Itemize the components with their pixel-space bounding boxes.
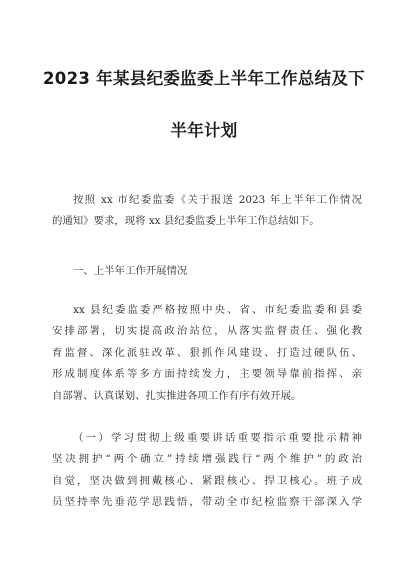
text-line: 按照 xx 市纪委监委《关于报送 2023 年上半年工作情况	[73, 194, 362, 206]
text-line: 坚决拥护“两个确立”持续增强践行“两个维护”的政治	[52, 453, 362, 466]
text-line: 自部署、认真谋划、扎实推进各项工作有序有效开展。	[52, 389, 302, 402]
intro-paragraph	[52, 190, 362, 233]
text-line: （一）学习贯彻上级重要讲话重要指示重要批示精神	[73, 432, 362, 444]
document-title-line-1: 2023 年某县纪委监委上半年工作总结及下	[43, 69, 365, 88]
text-line: 安排部署，切实提高政治站位，从落实监督责任、强化教	[52, 325, 362, 338]
section-heading	[52, 261, 362, 282]
body-paragraph-1	[52, 300, 362, 407]
text-line: 形成制度体系等多方面持续发力，主要领导靠前指挥、亲	[52, 368, 362, 381]
text-line: xx 县纪委监委严格按照中央、省、市纪委监委和县委	[73, 304, 362, 316]
text-line: 自觉，坚决做到拥戴核心、紧跟核心、捍卫核心。班子成	[52, 474, 362, 487]
text-line: 一、上半年工作开展情况	[73, 265, 188, 277]
text-line: 员坚持率先垂范学思践悟，带动全市纪检监察干部深入学	[52, 496, 362, 509]
text-line: 的通知》要求，现将 xx 县纪委监委上半年工作总结如下。	[52, 215, 320, 228]
text-line: 育监督、深化派驻改革、狠抓作风建设、打造过硬队伍、	[52, 346, 362, 359]
document-title-line-2: 半年计划	[170, 121, 238, 140]
body-paragraph-2	[52, 428, 362, 514]
